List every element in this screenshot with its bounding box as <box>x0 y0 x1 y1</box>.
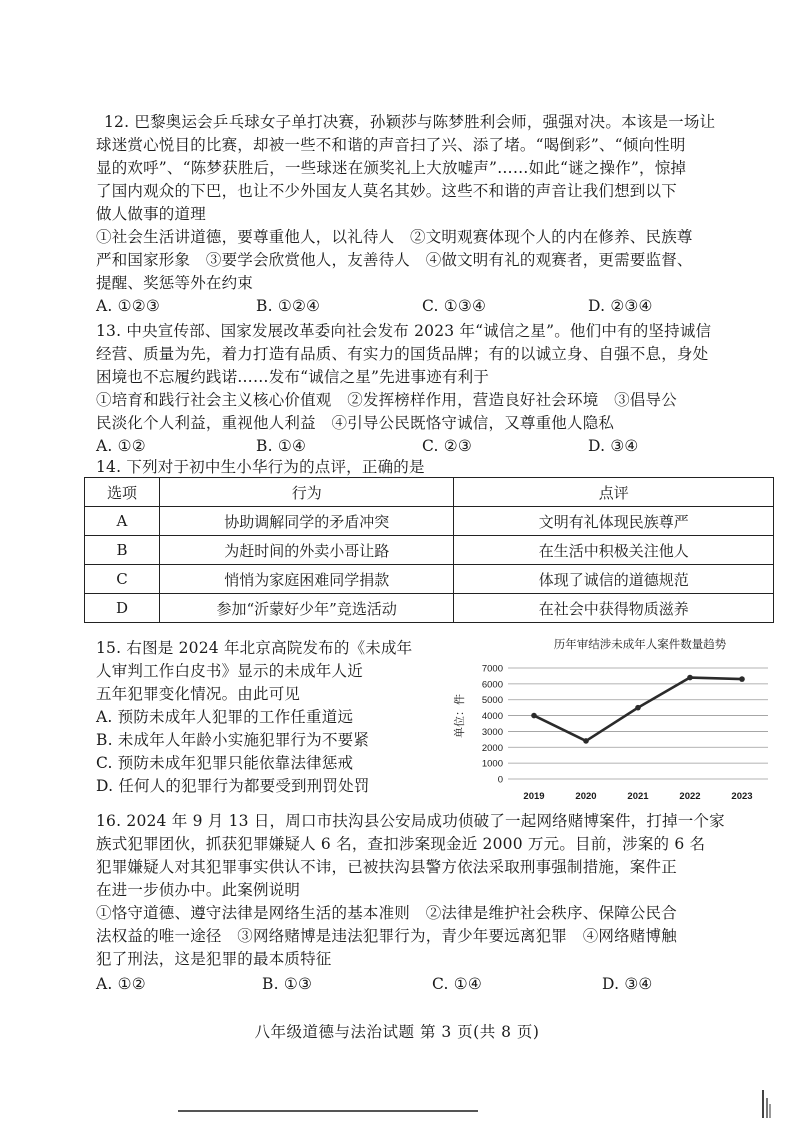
q12-line-1: 12. 巴黎奥运会乒乓球女子单打决赛，孙颖莎与陈梦胜利会师，强强对决。本该是一场让 <box>104 113 716 131</box>
q12-line-7: 严和国家形象 ③要学会欣赏他人，友善待人 ④做文明有礼的观赛者，更需要监督、 <box>96 251 693 269</box>
q14-header-comment: 点评 <box>454 478 774 507</box>
x-tick-label: 2021 <box>627 791 649 802</box>
q15-option-c: C. 预防未成年犯罪只能依靠法律惩戒 <box>96 754 354 772</box>
q15-option-d: D. 任何人的犯罪行为都要受到刑罚处罚 <box>96 777 370 795</box>
data-point <box>739 676 745 682</box>
x-tick-label: 2022 <box>679 791 701 802</box>
q14-row-c-label: C <box>85 565 160 594</box>
q12-option-a: A. ①②③ <box>96 297 160 315</box>
q13-line-2: 经营、质量为先，着力打造有品质、有实力的国货品牌；有的以诚立身、自强不息，身处 <box>96 345 709 363</box>
data-point <box>531 713 537 719</box>
table-row <box>85 594 774 623</box>
q12-option-c: C. ①③④ <box>422 297 487 315</box>
chart-title: 历年审结涉未成年人案件数量趋势 <box>553 639 727 651</box>
q13-line-1: 13. 中央宣传部、国家发展改革委向社会发布 2023 年“诚信之星”。他们中有的坚持诚信 <box>96 322 712 340</box>
q12-line-6: ①社会生活讲道德，要尊重他人，以礼待人 ②文明观赛体现个人的内在修养、民族尊 <box>96 228 693 246</box>
q14-row-b-behavior: 为赶时间的外卖小哥让路 <box>159 536 454 565</box>
y-tick-label: 7000 <box>481 663 503 675</box>
q13-line-3: 困境也不忘履约践诺……发布“诚信之星”先进事迹有利于 <box>96 368 490 386</box>
line-chart <box>450 636 780 808</box>
chart-grid <box>508 668 768 779</box>
q14-row-a-comment: 文明有礼体现民族尊严 <box>454 507 774 536</box>
q14-row-b-comment: 在生活中积极关注他人 <box>454 536 774 565</box>
y-tick-label: 0 <box>497 774 503 786</box>
y-tick-label: 5000 <box>481 695 503 707</box>
q14-row-a-label: A <box>85 507 160 536</box>
q16-line-4: 在进一步侦办中。此案例说明 <box>96 881 301 899</box>
y-tick-label: 6000 <box>481 679 503 691</box>
table-row <box>85 507 774 536</box>
q13-option-b: B. ①④ <box>256 437 307 455</box>
q15-chart <box>450 636 780 808</box>
q15-line-2: 人审判工作白皮书》显示的未成年人近 <box>96 662 363 680</box>
q14-row-b-label: B <box>85 536 160 565</box>
q16-line-6: 法权益的唯一途径 ③网络赌博是违法犯罪行为，青少年要远离犯罪 ④网络赌博触 <box>96 927 677 945</box>
q15-option-b: B. 未成年人年龄小实施犯罪行为不要紧 <box>96 731 370 749</box>
q12-line-8: 提醒、奖惩等外在约束 <box>96 274 254 292</box>
y-tick-label: 1000 <box>481 758 503 770</box>
y-tick-label: 2000 <box>481 742 503 754</box>
q15-line-1: 15. 右图是 2024 年北京高院发布的《未成年 <box>96 639 413 657</box>
q13-line-5: 民淡化个人利益，重视他人利益 ④引导公民既恪守诚信，又尊重他人隐私 <box>96 414 615 432</box>
q16-option-b: B. ①③ <box>262 975 313 993</box>
q16-option-a: A. ①② <box>96 975 146 993</box>
data-point <box>635 705 641 711</box>
q12-line-4: 了国内观众的下巴，也让不少外国友人莫名其妙。这些不和谐的声音让我们想到以下 <box>96 182 677 200</box>
q16-line-3: 犯罪嫌疑人对其犯罪事实供认不讳，已被扶沟县警方依法采取刑事强制措施，案件正 <box>96 858 677 876</box>
q16-option-c: C. ①④ <box>432 975 482 993</box>
q14-header-option: 选项 <box>85 478 160 507</box>
q14-table <box>84 477 774 623</box>
bottom-rule <box>178 1110 478 1112</box>
page-footer: 八年级道德与法治试题 第 3 页(共 8 页) <box>254 1023 540 1041</box>
q14-stem: 14. 下列对于初中生小华行为的点评，正确的是 <box>96 458 425 476</box>
q14-row-d-comment: 在社会中获得物质滋养 <box>454 594 774 623</box>
x-tick-labels <box>523 791 752 802</box>
x-tick-label: 2020 <box>575 791 597 802</box>
scan-edge-mark <box>760 1088 772 1120</box>
y-tick-label: 4000 <box>481 711 503 723</box>
q14-table-header <box>85 478 774 507</box>
q13-line-4: ①培育和践行社会主义核心价值观 ②发挥榜样作用，营造良好社会环境 ③倡导公 <box>96 391 677 409</box>
y-tick-label: 3000 <box>481 726 503 738</box>
chart-series <box>531 675 745 744</box>
q13-option-c: C. ②③ <box>422 437 472 455</box>
x-tick-label: 2023 <box>731 791 753 802</box>
data-point <box>687 675 693 681</box>
q13-option-d: D. ③④ <box>588 437 639 455</box>
table-row <box>85 565 774 594</box>
q12-option-b: B. ①②④ <box>256 297 321 315</box>
q16-line-5: ①恪守道德、遵守法律是网络生活的基本准则 ②法律是维护社会秩序、保障公民合 <box>96 904 677 922</box>
q12-line-3: 显的欢呼”、“陈梦获胜后，一些球迷在颁奖礼上大放嘘声”……如此“谜之操作”，惊掉 <box>96 159 687 177</box>
x-tick-label: 2019 <box>523 791 545 802</box>
q12-line-5: 做人做事的道理 <box>96 205 206 223</box>
q16-line-2: 族式犯罪团伙，抓获犯罪嫌疑人 6 名，查扣涉案现金近 2000 万元。目前，涉案的 6 名 <box>96 835 706 853</box>
q14-row-d-behavior: 参加“沂蒙好少年”竞选活动 <box>159 594 454 623</box>
q14-row-c-comment: 体现了诚信的道德规范 <box>454 565 774 594</box>
q12-line-2: 球迷赏心悦目的比赛，却被一些不和谐的声音扫了兴、添了堵。“喝倒彩”、“倾向性明 <box>96 136 686 154</box>
q14-header-behavior: 行为 <box>159 478 454 507</box>
q14-row-a-behavior: 协助调解同学的矛盾冲突 <box>159 507 454 536</box>
q16-line-1: 16. 2024 年 9 月 13 日，周口市扶沟县公安局成功侦破了一起网络赌博案件，打掉一个家 <box>96 812 725 830</box>
y-axis-label: 单位：件 <box>454 694 466 738</box>
q14-row-c-behavior: 悄悄为家庭困难同学捐款 <box>159 565 454 594</box>
y-tick-labels <box>482 664 503 786</box>
data-point <box>583 738 589 744</box>
q13-option-a: A. ①② <box>96 437 146 455</box>
q12-option-d: D. ②③④ <box>588 297 653 315</box>
q15-line-3: 五年犯罪变化情况。由此可见 <box>96 685 301 703</box>
table-row <box>85 536 774 565</box>
q16-option-d: D. ③④ <box>602 975 653 993</box>
q15-option-a: A. 预防未成年人犯罪的工作任重道远 <box>96 708 354 726</box>
q14-row-d-label: D <box>85 594 160 623</box>
q16-line-7: 犯了刑法，这是犯罪的最本质特征 <box>96 950 332 968</box>
